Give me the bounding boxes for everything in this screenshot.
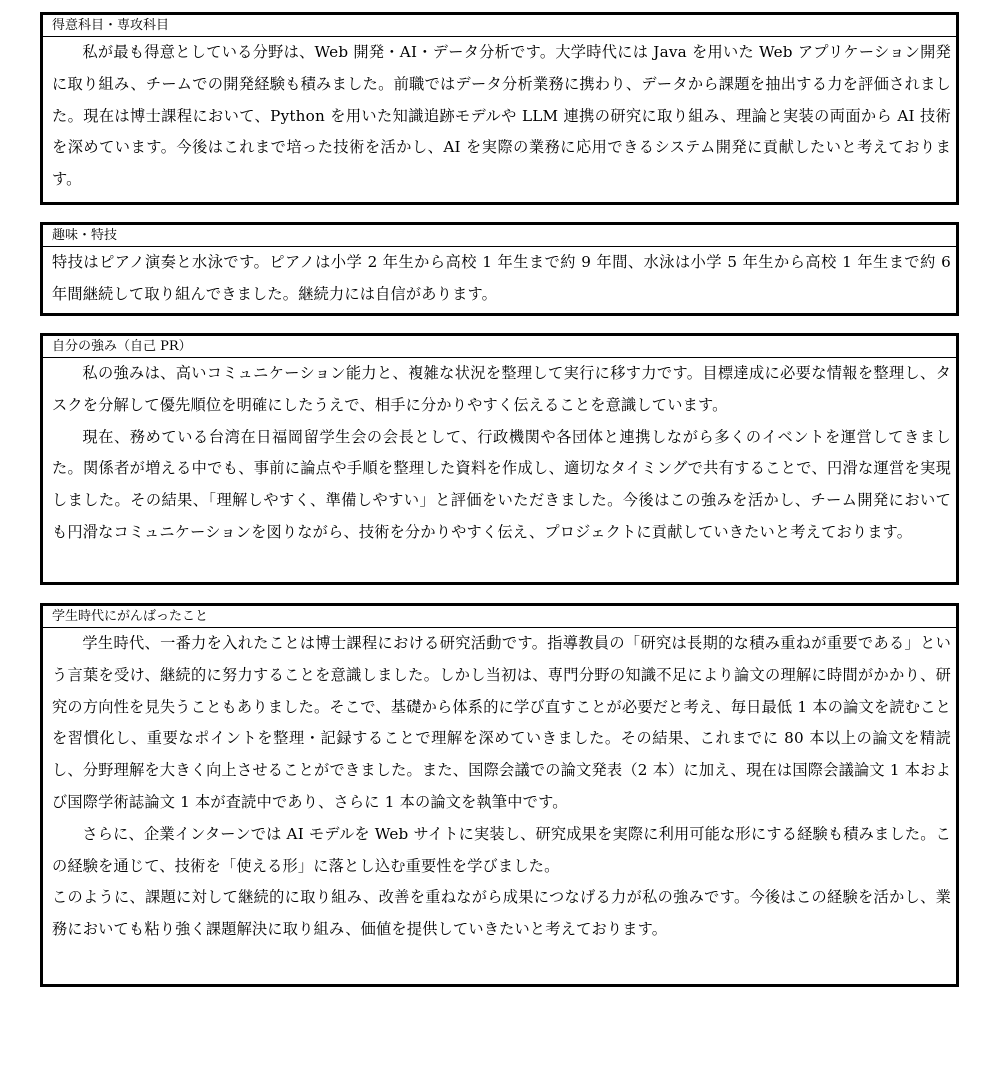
specialty-section-title: 得意科目・専攻科目	[43, 15, 956, 37]
student-effort-section	[40, 603, 959, 987]
student-effort-paragraph-3: このように、課題に対して継続的に取り組み、改善を重ねながら成果につなげる力が私の強みです。今後はこの経験を活かし、業務においても粘り強く課題解決に取り組み、価値を提供していきたいと考えております。	[52, 888, 951, 939]
self-pr-section-title: 自分の強み（自己 PR）	[43, 336, 956, 358]
self-pr-section	[40, 333, 959, 585]
specialty-section-body	[43, 37, 956, 196]
self-pr-paragraph-2: 現在、務めている台湾在日福岡留学生会の会長として、行政機関や各団体と連携しながら多くのイベントを運営してきました。関係者が増える中でも、事前に論点や手順を整理した資料を作成し、適切なタイミングで共有することで、円滑な運営を実現しました。その結果、「理解しやすく、準備しやすい」と評価をいただきました。今後はこの強みを活かし、チーム開発においても円滑なコミュニケーションを図りながら、技術を分かりやすく伝え、プロジェクトに貢献していきたいと考えております。	[52, 427, 951, 541]
self-pr-paragraph-1: 私の強みは、高いコミュニケーション能力と、複雑な状況を整理して実行に移す力です。目標達成に必要な情報を整理し、タスクを分解して優先順位を明確にしたうえで、相手に分かりやすく伝えることを意識しています。	[52, 364, 951, 414]
specialty-paragraph: 私が最も得意としている分野は、Web 開発・AI・データ分析です。大学時代には Java を用いた Web アプリケーション開発に取り組み、チームでの開発経験も積みました。前職ではデータ分析業務に携わり、データから課題を抽出する力を評価されました。現在は博士課程において、Python を用いた知識追跡モデルや LLM 連携の研究に取り組み、理論と実装の両面から AI 技術を深めています。今後はこれまで培った技術を活かし、AI を実際の業務に応用できるシステム開発に貢献したいと考えております。	[52, 43, 951, 189]
hobby-section-title: 趣味・特技	[43, 225, 956, 247]
hobby-section	[40, 222, 959, 316]
self-pr-section-body	[43, 358, 956, 549]
hobby-section-body	[43, 247, 956, 311]
hobby-paragraph: 特技はピアノ演奏と水泳です。ピアノは小学 2 年生から高校 1 年生まで約 9 年間、水泳は小学 5 年生から高校 1 年生まで約 6 年間継続して取り組んできました。継続力には自信があります。	[52, 253, 951, 303]
student-effort-paragraph-2: さらに、企業インターンでは AI モデルを Web サイトに実装し、研究成果を実際に利用可能な形にする経験も積みました。この経験を通じて、技術を「使える形」に落とし込む重要性を学びました。	[52, 824, 951, 875]
specialty-section	[40, 12, 959, 205]
student-effort-section-title: 学生時代にがんばったこと	[43, 606, 956, 628]
student-effort-paragraph-1: 学生時代、一番力を入れたことは博士課程における研究活動です。指導教員の「研究は長期的な積み重ねが重要である」という言葉を受け、継続的に努力することを意識しました。しかし当初は、専門分野の知識不足により論文の理解に時間がかかり、研究の方向性を見失うこともありました。そこで、基礎から体系的に学び直すことが必要だと考え、毎日最低 1 本の論文を読むことを習慣化し、重要なポイントを整理・記録することで理解を深めていきました。その結果、これまでに 80 本以上の論文を精読し、分野理解を大きく向上させることができました。また、国際会議での論文発表（2 本）に加え、現在は国際会議論文 1 本および国際学術誌論文 1 本が査読中であり、さらに 1 本の論文を執筆中です。	[52, 634, 951, 811]
student-effort-section-body	[43, 628, 956, 946]
